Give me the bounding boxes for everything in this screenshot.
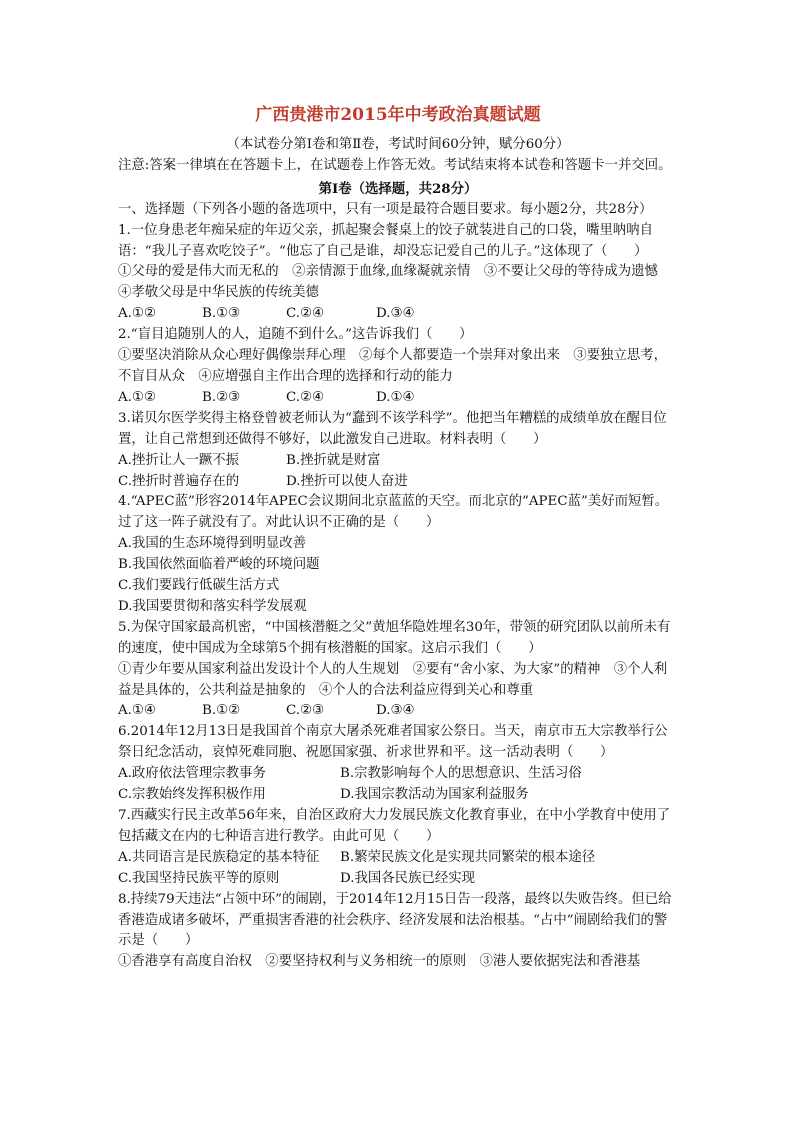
section-title: 第Ⅰ卷（选择题，共28分） — [318, 180, 478, 197]
option-a[interactable]: A.共同语言是民族稳定的基本特征 — [118, 849, 320, 865]
section-intro: 一、选择题（下列各小题的备选项中，只有一项是最符合题目要求。每小题2分，共28分） — [118, 201, 653, 217]
answer-options — [118, 701, 678, 722]
option-b[interactable]: B.①② — [202, 703, 241, 719]
question-stem: 1.一位身患老年痴呆症的年迈父亲，抓起聚会餐桌上的饺子就装进自己的口袋，嘴里呐呐自语：“我儿子喜欢吃饺子”。“他忘了自己是谁，却没忘记爱自己的儿子。”这体现了（ ） — [118, 222, 654, 259]
option-c[interactable]: C.宗教始终发挥积极作用 — [118, 787, 266, 803]
option-c[interactable]: C.②③ — [286, 703, 325, 719]
option-a[interactable]: A.①④ — [118, 703, 156, 719]
question-6 — [118, 722, 678, 806]
answer-options — [118, 848, 678, 890]
option-b[interactable]: B.繁荣民族文化是实现共同繁荣的根本途径 — [340, 849, 596, 865]
option-a[interactable]: A.①② — [118, 306, 156, 322]
option-d[interactable]: D.我国各民族已经实现 — [340, 870, 476, 886]
option-a[interactable]: A.政府依法管理宗教事务 — [118, 766, 266, 782]
question-stem: 8.持续79天违法“占领中环”的闹剧，于2014年12月15日告一段落，最终以失败告终。但已给香港造成诸多破坏，严重损害香港的社会秩序、经济发展和法治根基。“占中”闹剧给我们的警示是（ ） — [118, 891, 672, 949]
exam-info: （本试卷分第Ⅰ卷和第Ⅱ卷，考试时间60分钟，赋分60分） — [226, 137, 570, 152]
option-b[interactable]: B.②③ — [202, 389, 241, 405]
question-5 — [118, 618, 678, 723]
answer-options — [118, 764, 678, 806]
option-d[interactable]: D.我国要贯彻和落实科学发展观 — [118, 598, 307, 614]
question-stem: 5.为保守国家最高机密，“中国核潜艇之父”黄旭华隐姓埋名30年，带领的研究团队以前所未有的速度，使中国成为全球第5个拥有核潜艇的国家。这启示我们（ ） — [118, 619, 671, 656]
option-c[interactable]: C.挫折时普遍存在的 — [118, 473, 240, 489]
question-3 — [118, 409, 678, 493]
question-statements: ①父母的爱是伟大而无私的 ②亲情源于血缘,血缘凝就亲情 ③不要让父母的等待成为遗憾 ④孝敬父母是中华民族的传统美德 — [118, 264, 672, 301]
option-c[interactable]: C.我们要践行低碳生活方式 — [118, 578, 280, 594]
question-8 — [118, 890, 678, 974]
answer-options — [118, 388, 678, 409]
question-stem: 3.诺贝尔医学奖得主格登曾被老师认为“蠢到不该学科学”。他把当年糟糕的成绩单放在醒目位置，让自己常想到还做得不够好，以此激发自己进取。材料表明（ ） — [118, 410, 667, 447]
option-b[interactable]: B.挫折就是财富 — [286, 452, 381, 468]
option-c[interactable]: C.②④ — [286, 306, 325, 322]
notice: 注意:答案一律填在在答题卡上，在试题卷上作答无效。考试结束将本试卷和答题卡一并交回。 — [118, 157, 672, 173]
question-stem: 4.“APEC蓝”形容2014年APEC会议期间北京蓝蓝的天空。而北京的“APEC蓝”美好而短暂。过了这一阵子就没有了。对此认识不正确的是（ ） — [118, 494, 669, 531]
option-d[interactable]: D.③④ — [376, 306, 415, 322]
option-b[interactable]: B.①③ — [202, 306, 241, 322]
question-1 — [118, 221, 678, 326]
option-d[interactable]: D.挫折可以使人奋进 — [286, 473, 408, 489]
exam-content — [118, 104, 678, 973]
option-c[interactable]: C.我国坚持民族平等的原则 — [118, 870, 280, 886]
option-b[interactable]: B.宗教影响每个人的思想意识、生活习俗 — [340, 766, 582, 782]
question-statements: ①香港享有高度自治权 ②要坚持权利与义务相统一的原则 ③港人要依据宪法和香港基 — [118, 954, 641, 970]
answer-options — [118, 304, 678, 325]
page-title: 广西贵港市2015年中考政治真题试题 — [255, 105, 541, 125]
question-statements: ①要坚决消除从众心理好偶像崇拜心理 ②每个人都要造一个崇拜对象出来 ③要独立思考，不盲目从众 ④应增强自主作出合理的选择和行动的能力 — [118, 348, 668, 384]
option-c[interactable]: C.②④ — [286, 389, 325, 405]
question-statements: ①青少年要从国家利益出发设计个人的人生规划 ②要有“舍小家、为大家”的精神 ③个人利益是具体的，公共利益是抽象的 ④个人的合法利益应得到关心和尊重 — [118, 661, 668, 698]
question-4 — [118, 492, 678, 617]
option-d[interactable]: D.③④ — [376, 703, 415, 719]
option-a[interactable]: A.挫折让人一蹶不振 — [118, 452, 240, 468]
option-d[interactable]: D.①④ — [376, 389, 415, 405]
question-stem: 2.“盲目追随别人的人，追随不到什么。”这告诉我们（ ） — [118, 327, 473, 343]
option-b[interactable]: B.我国依然面临着严峻的环境问题 — [118, 557, 320, 573]
answer-options — [118, 451, 678, 493]
question-stem: 7.西藏实行民主改革56年来，自治区政府大力发展民族文化教育事业，在中小学教育中使用了包括藏文在内的七种语言进行教学。由此可见（ ） — [118, 808, 671, 844]
option-a[interactable]: A.①② — [118, 389, 156, 405]
question-stem: 6.2014年12月13日是我国首个南京大屠杀死难者国家公祭日。当天，南京市五大宗教举行公祭日纪念活动，哀悼死难同胞、祝愿国家强、祈求世界和平。这一活动表明（ ） — [118, 724, 668, 761]
question-7 — [118, 806, 678, 890]
option-d[interactable]: D.我国宗教活动为国家利益服务 — [340, 787, 529, 803]
option-a[interactable]: A.我国的生态环境得到明显改善 — [118, 536, 307, 552]
question-2 — [118, 325, 678, 409]
